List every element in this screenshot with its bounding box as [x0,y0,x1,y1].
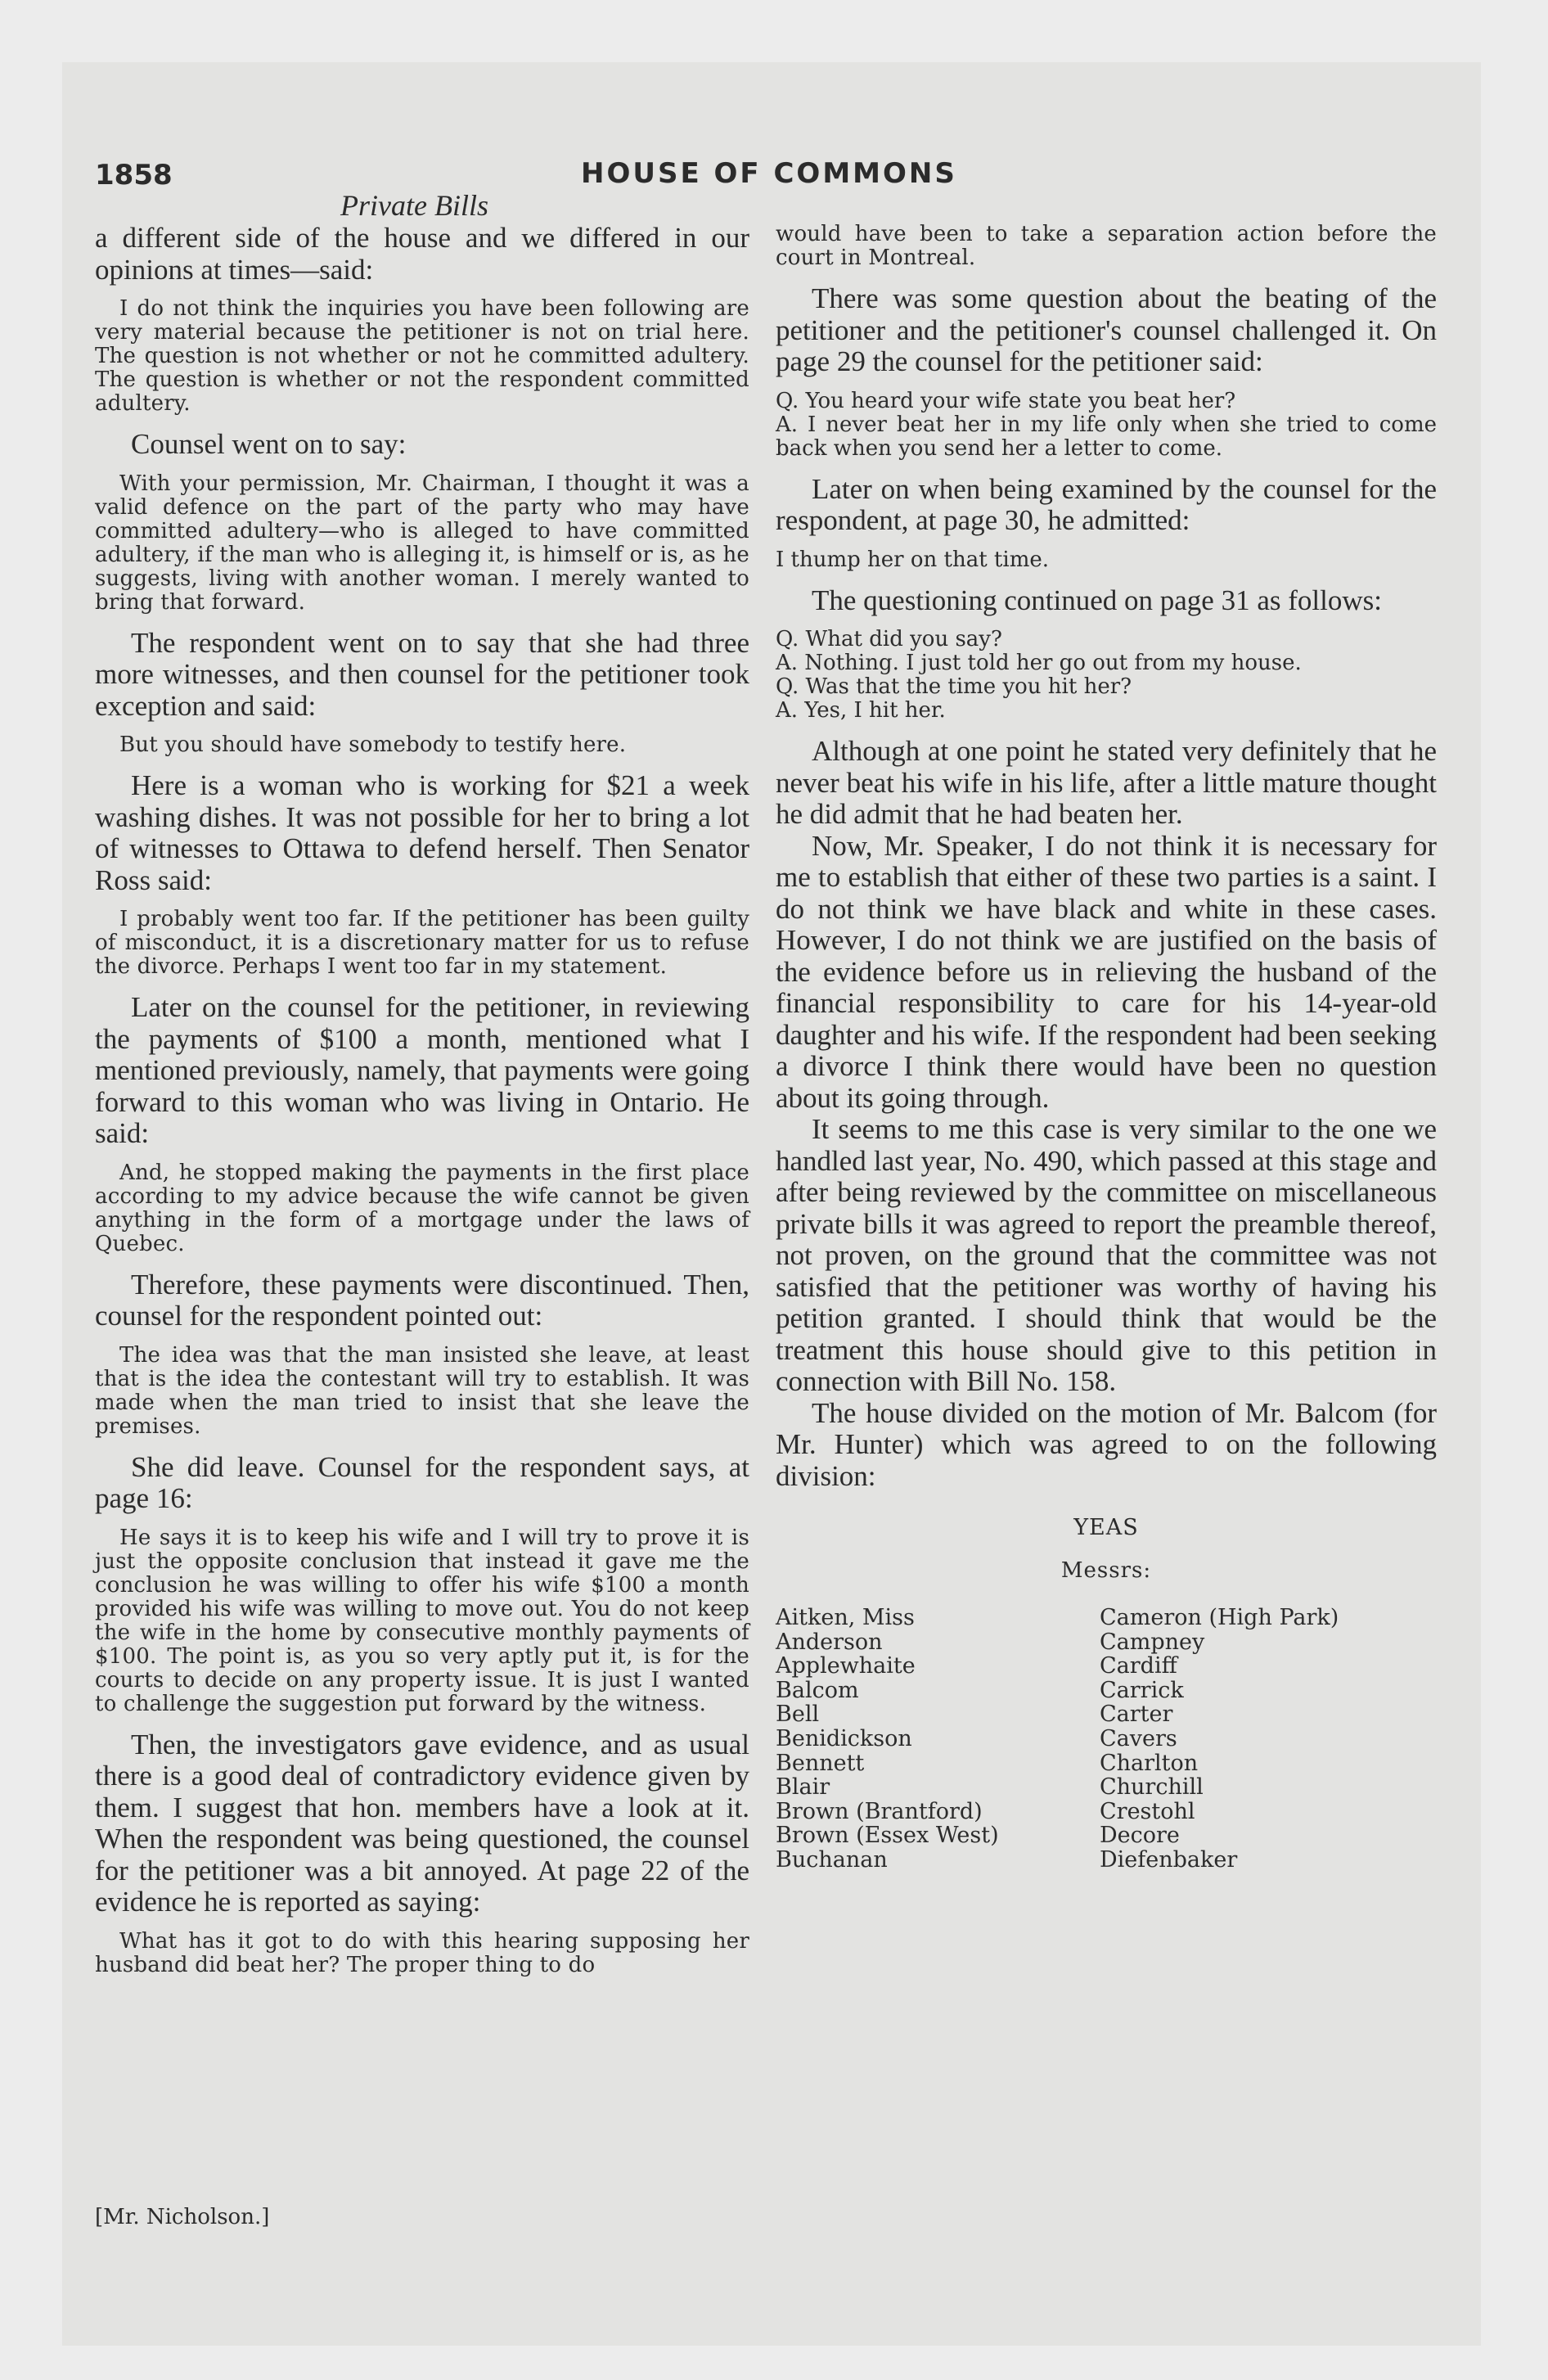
member-name: Cardiff [1100,1653,1177,1679]
member-name: Charlton [1100,1750,1199,1776]
page-number: 1858 [95,159,173,192]
body-paragraph: Then, the investigators gave evidence, and as usual there is a good deal of contradictory evidence given by them. I suggest that hon. members have a look at it. When the respondent was being questioned, the counsel for the petitioner was a bit annoyed. At page 22 of the evidence he is reported as saying: [95,1728,749,1918]
member-name: Brown (Brantford) [776,1798,983,1824]
quoted-testimony: And, he stopped making the payments in the first place according to my advice because the wife cannot be given anything in the form of a mortgage under the laws of Quebec. [95,1160,749,1256]
body-paragraph: The respondent went on to say that she had three more witnesses, and then counsel for the petitioner took exception and said: [95,626,749,722]
qa-line: Q. Was that the time you hit her? [776,674,1132,699]
body-paragraph: She did leave. Counsel for the respondent says, at page 16: [95,1450,749,1514]
division-subheading: Messrs: [1060,1558,1152,1583]
body-paragraph: Now, Mr. Speaker, I do not think it is necessary for me to establish that either of these two parties is a saint. I do not think we have black and white in these cases. However, I do not think we are justified on the basis of the evidence before us in relieving the husband of the financial responsibility to care for his 14-year-old daughter and his wife. If the respondent had been seeking a divorce I think there would have been no question about its going through. [776,829,1437,1114]
right-column [776,223,1437,1884]
qa-block [776,548,1437,572]
quoted-testimony: The idea was that the man insisted she leave, at least that is the idea the contestant will try to establish. It was made when the man tried to insist that she leave the premises. [95,1342,749,1439]
member-name: Carter [1100,1702,1173,1728]
body-paragraph: Later on when being examined by the counsel for the respondent, at page 30, he admitted: [776,472,1437,536]
member-name: Bennett [776,1750,865,1776]
body-paragraph: Although at one point he stated very definitely that he never beat his wife in his life, after a little mature thought he did admit that he had beaten her. [776,735,1437,830]
quoted-testimony: I probably went too far. If the petitioner has been guilty of misconduct, it is a discretionary matter for us to refuse the divorce. Perhaps I went too far in my statement. [95,907,749,979]
member-name: Benidickson [776,1725,912,1751]
body-paragraph: Here is a woman who is working for $21 a week washing dishes. It was not possible for her to bring a lot of witnesses to Ottawa to defend herself. Then Senator Ross said: [95,769,749,896]
body-paragraph: There was some question about the beating of the petitioner and the petitioner's counsel challenged it. On page 29 the counsel for the petitioner said: [776,282,1437,377]
member-name: Bell [776,1702,820,1728]
body-paragraph: It seems to me this case is very similar to the one we handled last year, No. 490, which passed at this stage and after being reviewed by the committee on miscellaneous private bills it was agreed to report the preamble thereof, not proven, on the ground that the committee was not satisfied that the petitioner was worthy of having his petition granted. I should think that would be the treatment this house should give to this petition in connection with Bill No. 158. [776,1113,1437,1397]
member-name: Aitken, Miss [776,1605,915,1630]
names-column-2 [1100,1606,1443,1873]
body-paragraph: a different side of the house and we differed in our opinions at times—said: [95,222,749,286]
member-name: Carrick [1100,1677,1184,1703]
division-heading: YEAS [1073,1515,1139,1540]
body-paragraph: The house divided on the motion of Mr. Balcom (for Mr. Hunter) which was agreed to on the following division: [776,1396,1437,1492]
left-column [95,223,749,1990]
quoted-testimony: He says it is to keep his wife and I will try to prove it is just the opposite conclusion that instead it gave me the conclusion he was willing to offer his wife $100 a month provided his wife was willing to move out. You do not keep the wife in the home by consecutive monthly payments of $100. The point is, as you so very aptly put it, is for the courts to decide on any property issue. It is just I wanted to challenge the suggestion put forward by the witness. [95,1525,749,1716]
member-name: Anderson [776,1629,883,1655]
quoted-testimony: But you should have somebody to testify here. [119,732,627,757]
member-name: Crestohl [1100,1798,1195,1824]
body-paragraph: The questioning continued on page 31 as follows: [812,584,1382,616]
member-name: Balcom [776,1677,859,1703]
page-header [95,152,1420,201]
member-name: Diefenbaker [1100,1846,1238,1873]
quoted-testimony: would have been to take a separation action before the court in Montreal. [776,222,1437,270]
body-paragraph: Counsel went on to say: [131,428,407,460]
qa-line: A. Nothing. I just told her go out from my house. [776,651,1302,675]
member-name: Blair [776,1774,830,1801]
speaker-attribution: [Mr. Nicholson.] [95,2205,270,2229]
section-title: Private Bills [340,189,488,222]
member-name: Cameron (High Park) [1100,1605,1339,1630]
running-title: HOUSE OF COMMONS [581,157,957,190]
right-column-text [776,223,1437,1492]
body-paragraph: Therefore, these payments were discontinued. Then, counsel for the respondent pointed out: [95,1268,749,1332]
member-name: Campney [1100,1629,1205,1655]
names-column-1 [776,1606,1103,1873]
qa-line: Q. You heard your wife state you beat her? [776,388,1236,413]
qa-line: A. I never beat her in my life only when she tried to come back when you send her a letter to come. [776,412,1437,461]
quoted-testimony: With your permission, Mr. Chairman, I thought it was a valid defence on the part of the party who may have committed adultery—who is alleged to have committed adultery, if the man who is alleging it, is himself or is, as he suggests, living with another woman. I merely wanted to bring that forward. [95,471,749,615]
division-names [776,1606,1437,1884]
member-name: Brown (Essex West) [776,1823,999,1849]
member-name: Cavers [1100,1725,1177,1751]
member-name: Applewhaite [776,1653,916,1679]
body-paragraph: Later on the counsel for the petitioner, in reviewing the payments of $100 a month, mentioned what I mentioned previously, namely, that payments were going forward to this woman who was living in Ontario. He said: [95,991,749,1149]
qa-block [776,390,1437,461]
member-name: Buchanan [776,1846,888,1873]
qa-line: A. Yes, I hit her. [776,698,946,723]
qa-line: Q. What did you say? [776,627,1002,651]
member-name: Decore [1100,1823,1180,1849]
qa-line: I thump her on that time. [776,547,1050,572]
quoted-testimony: I do not think the inquiries you have been following are very material because the petitioner is not on trial here. The question is not whether or not he committed adultery. The question is whether or not the respondent committed adultery. [95,296,749,416]
qa-block [776,628,1437,723]
member-name: Churchill [1100,1774,1204,1801]
quoted-testimony: What has it got to do with this hearing supposing her husband did beat her? The proper thing to do [95,1928,749,1977]
